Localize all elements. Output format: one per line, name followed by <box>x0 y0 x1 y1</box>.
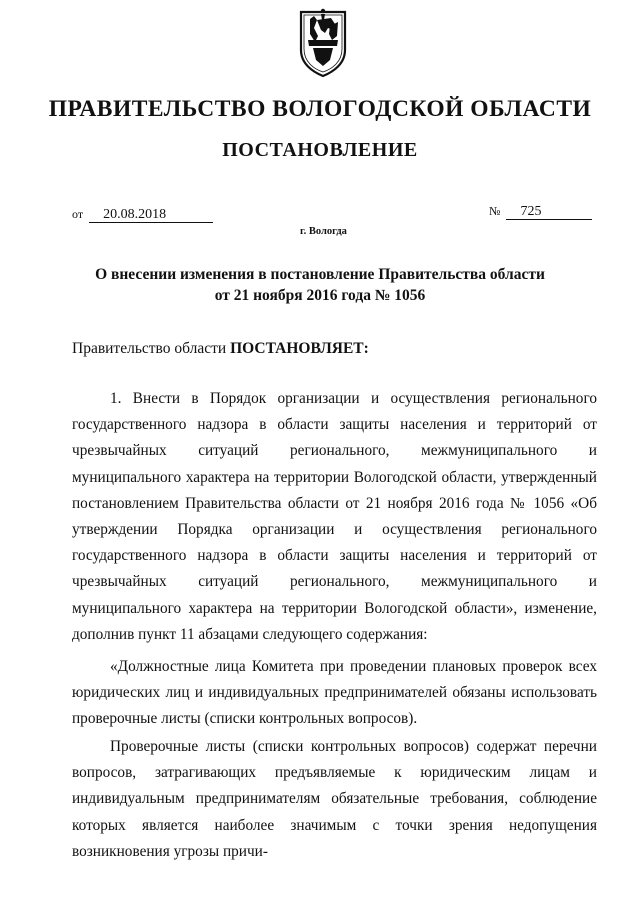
city-label: г. Вологда <box>300 226 347 237</box>
document-subject <box>0 264 640 306</box>
document-type: ПОСТАНОВЛЕНИЕ <box>222 139 418 161</box>
decree-lead: Правительство области <box>72 340 231 357</box>
document-number: 725 <box>506 205 592 220</box>
organization-title: ПРАВИТЕЛЬСТВО ВОЛОГОДСКОЙ ОБЛАСТИ <box>48 96 592 122</box>
paragraph-1: 1. Внести в Порядок организации и осуществления регионального государственного надзора в области защиты населения и территорий от чрезвычайных ситуаций регионального, межмуниципального и муниципального характера на территории Вологодской области, утвержденный постановлением Правительства области от 21 ноября 2016 года № 1056 «Об утверждении Порядка организации и осуществления регионального государственного надзора в области защиты населения и территорий от чрезвычайных ситуаций регионального, межмуниципального и муниципального характера на территории Вологодской области», изменение, дополнив пункт 11 абзацами следующего содержания: <box>72 390 597 643</box>
coat-of-arms-emblem <box>297 6 349 78</box>
date-prefix: от <box>72 207 84 221</box>
decree-statement <box>72 340 369 358</box>
paragraph-3: Проверочные листы (списки контрольных вопросов) содержат перечни вопросов, затрагивающих предъявляемые к юридическим лицам и индивидуальным предпринимателям обязательные требования, соблюдение которых является наиболее значимым с точки зрения недопущения возникновения угрозы причи- <box>72 738 597 860</box>
document-date: 20.08.2018 <box>89 208 213 223</box>
decree-verb: ПОСТАНОВЛЯЕТ: <box>230 340 369 357</box>
subject-line-1: О внесении изменения в постановление Правительства области <box>95 266 545 283</box>
number-row <box>489 203 592 220</box>
date-row <box>72 206 213 223</box>
number-prefix: № <box>489 204 501 218</box>
paragraph-2: «Должностные лица Комитета при проведении плановых проверок всех юридических лиц и индивидуальных предпринимателей обязаны использовать проверочные листы (списки контрольных вопросов). <box>72 658 597 728</box>
subject-line-2: от 21 ноября 2016 года № 1056 <box>214 287 426 304</box>
